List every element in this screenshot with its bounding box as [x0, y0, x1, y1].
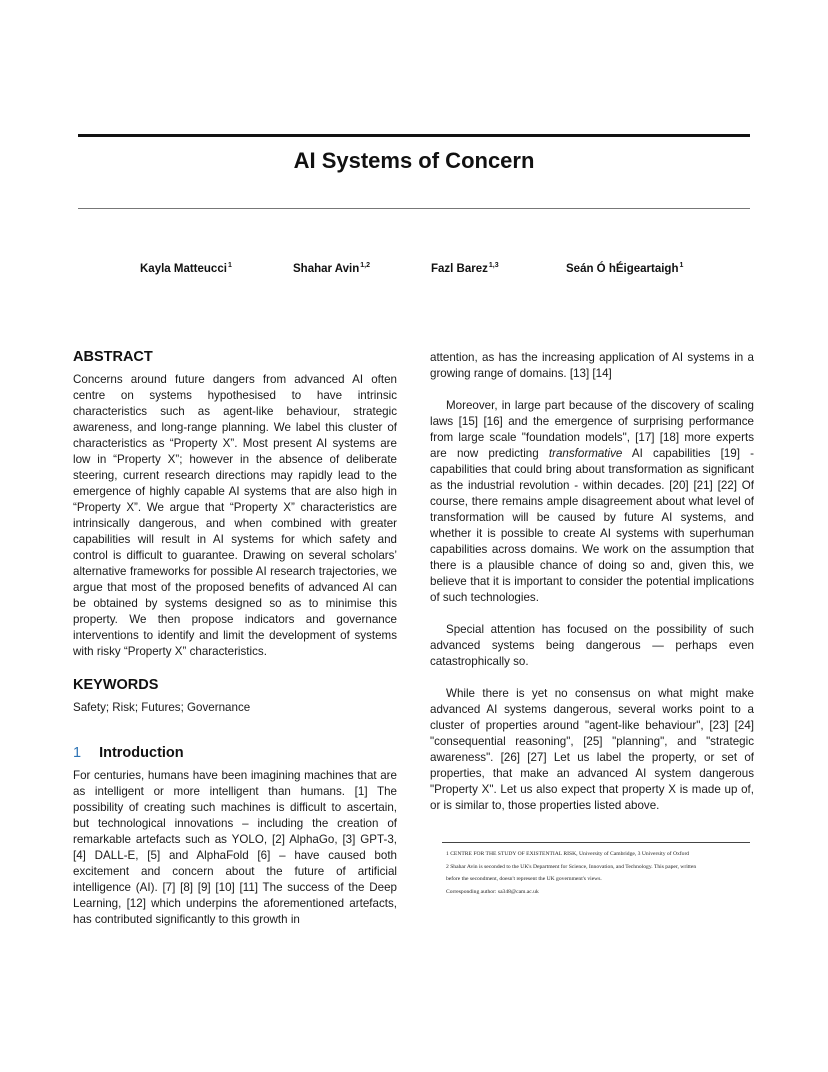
abstract-text: Concerns around future dangers from advanced AI often centre on systems hypothesised to have intrinsic characteristics such as agent-like behaviour, strategic awareness, and long-range planning. We label this cluster of characteristics as “Property X”. Most present AI systems are low in “Property X”; however in the absence of deliberate steering, current research directions may rapidly lead to the emergence of highly capable AI systems that are also high in “Property X”. We argue that “Property X” characteristics are intrinsically dangerous, and when combined with greater capabilities will result in AI systems for which safety and control is difficult to guarantee. Drawing on several scholars’ alternative frameworks for possible AI research trajectories, we argue that most of the proposed benefits of advanced AI can be obtained by systems designed so as to minimise this property. We then propose indicators and governance interventions to identify and limit the development of systems with risky “Property X” characteristics. [73, 373, 397, 658]
introduction-text: For centuries, humans have been imagining machines that are as intelligent or more intelligent than humans. [1] The possibility of creating such machines is difficult to ascertain, but technological innovations – including the creation of remarkable artefacts such as YOLO, [2] AlphaGo, [3] GPT-3, [4] DALL-E, [5] and AlphaFold [6] – have caused both excitement and concern about the future of artificial intelligence (AI). [7] [8] [9] [10] [11] The success of the Deep Learning, [12] which underpins the aforementioned artefacts, has contributed significantly to this growth in [73, 769, 397, 926]
keywords-text: Safety; Risk; Futures; Governance [73, 701, 251, 714]
paragraph: attention, as has the increasing application of AI systems in a growing range of domains. [13] [14] [430, 351, 754, 380]
footnotes [446, 848, 756, 898]
footnote: 2 Shahar Avin is seconded to the UK's Department for Science, Innovation, and Technology. This paper, written [446, 863, 697, 870]
footnote: 1 CENTRE FOR THE STUDY OF EXISTENTIAL RISK, University of Cambridge, 3 University of Oxford [446, 851, 690, 857]
title-bottom-rule [78, 208, 750, 209]
author: Shahar Avin$^{1,2}$ [293, 262, 370, 275]
paper-title: AI Systems of Concern [293, 148, 535, 173]
paragraph: While there is yet no consensus on what might make advanced AI systems dangerous, several works point to a cluster of properties around "agent-like behaviour", [23] [24] "consequential reasoning", [25] "planning", and "strategic awareness". [26] [27] Let us label the property, or set of properties, that make an advanced AI system dangerous "Property X". Let us also expect that property X is made up of, or is similar to, those properties listed above. [430, 687, 754, 812]
abstract-heading: ABSTRACT [73, 349, 153, 365]
author: Seán Ó hÉigeartaigh$^1$ [566, 262, 684, 275]
paragraph: Special attention has focused on the possibility of such advanced systems being dangerous — perhaps even catastrophically so. [430, 623, 754, 668]
keywords-heading: KEYWORDS [73, 677, 159, 693]
author: Fazl Barez$^{1,3}$ [431, 262, 499, 275]
footnote-rule [442, 842, 750, 843]
paragraph: Moreover, in large part because of the discovery of scaling laws [15] [16] and the emergence of surprising performance from large scale "foundation models", [17] [18] more experts are now predicting transformative AI capabilities [19] - capabilities that could bring about transformation as significant as the industrial revolution - within decades. [20] [21] [22] Of course, there remains ample disagreement about what level of transformation will be caused by future AI systems, and whether it is possible to create AI systems with superhuman capabilities across domains. We work on the assumption that there is a plausible chance of doing so and, given this, we believe that it is important to consider the potential implications of such technologies. [430, 399, 754, 604]
footnote: before the secondment, doesn't represent the UK government's views. [446, 876, 602, 882]
title-top-rule [78, 134, 750, 137]
introduction-heading: 1 Introduction [73, 745, 184, 761]
footnote: Corresponding author: sa348@cam.ac.uk [446, 888, 539, 895]
author: Kayla Matteucci$^1$ [140, 262, 232, 275]
right-column [430, 350, 754, 830]
left-column [73, 348, 397, 928]
section-number: 1 [73, 745, 82, 761]
author-list [0, 262, 828, 282]
